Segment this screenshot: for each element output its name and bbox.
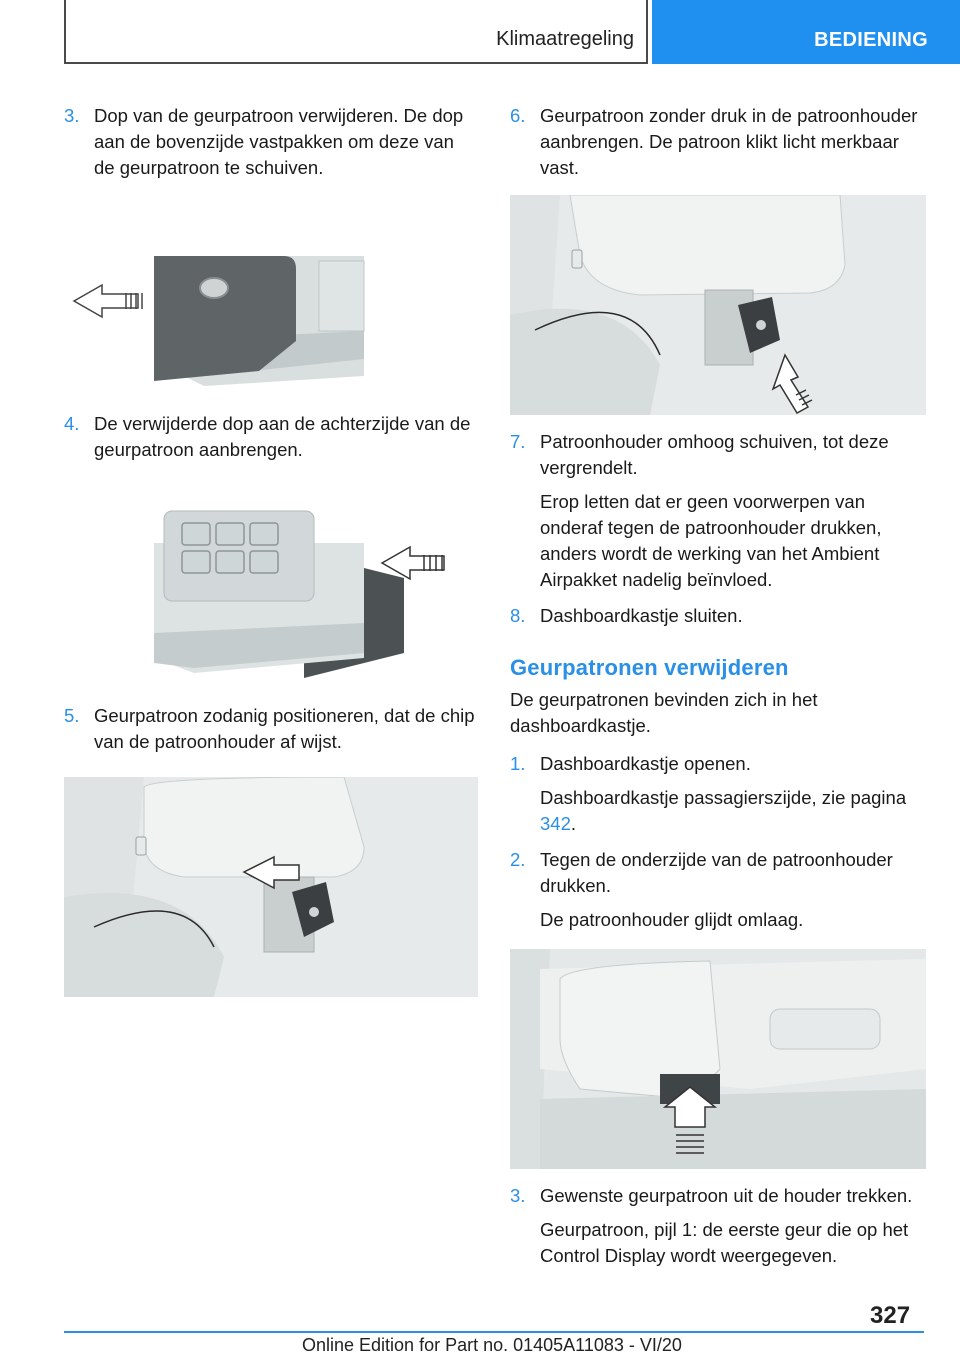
step-number: 3. [510, 1185, 526, 1206]
step-number: 5. [64, 705, 80, 726]
step-text: Gewenste geurpatroon uit de houder trekken. [540, 1185, 913, 1206]
figure-remove-cap [64, 181, 478, 411]
step-4 [64, 411, 478, 463]
header-chapter-title: BEDIENING [814, 29, 928, 51]
header-section-title: Klimaatregeling [496, 28, 634, 50]
header-chapter-tab [652, 0, 960, 64]
left-column [64, 103, 478, 997]
step-8 [510, 603, 926, 629]
section-title: Geurpatronen verwijderen [510, 655, 789, 680]
figure-press-holder [510, 949, 926, 1169]
step-3 [64, 103, 478, 181]
header-section-box [64, 0, 648, 64]
footer-divider [64, 1331, 924, 1333]
step-note: Geurpatroon, pijl 1: de eerste geur die op het Control Display wordt weergegeven. [540, 1219, 909, 1266]
step-6 [510, 103, 926, 181]
step-note: Erop letten dat er geen voorwerpen van onderaf tegen de patroonhouder drukken, anders wordt de werking van het Ambient Airpakket nadelig beïnvloed. [540, 491, 882, 590]
step-text: Patroonhouder omhoog schuiven, tot deze vergrendelt. [540, 431, 889, 478]
step-number: 1. [510, 753, 526, 774]
step-note [540, 785, 926, 837]
footer-edition: Online Edition for Part no. 01405A11083 - VI/20 [302, 1335, 682, 1355]
removal-step-3 [510, 1183, 926, 1269]
figure-attach-cap [64, 463, 478, 703]
step-text: Geurpatroon zodanig positioneren, dat de chip van de patroonhouder af wijst. [94, 705, 475, 752]
right-column [510, 103, 926, 1269]
removal-step-1 [510, 751, 926, 837]
step-number: 3. [64, 105, 80, 126]
step-number: 8. [510, 605, 526, 626]
step-7 [510, 429, 926, 593]
note-text: Dashboardkastje passagierszijde, zie pagina [540, 787, 907, 808]
step-number: 7. [510, 431, 526, 452]
page-number: 327 [870, 1302, 911, 1329]
step-5 [64, 703, 478, 755]
step-text: Geurpatroon zonder druk in de patroonhouder aanbrengen. De patroon klikt licht merkbaar vast. [540, 105, 918, 178]
page-link[interactable]: 342 [540, 813, 571, 834]
step-text: Dop van de geurpatroon verwijderen. De dop aan de bovenzijde vastpakken om deze van de geurpatroon te schuiven. [94, 105, 464, 178]
step-number: 4. [64, 413, 80, 434]
step-text: De verwijderde dop aan de achterzijde van de geurpatroon aanbrengen. [94, 413, 471, 460]
step-number: 2. [510, 849, 526, 870]
step-number: 6. [510, 105, 526, 126]
removal-step-2 [510, 847, 926, 933]
figure-position-cartridge [64, 777, 478, 997]
note-suffix: . [570, 813, 577, 834]
step-text: Dashboardkastje openen. [540, 753, 751, 774]
step-text: Dashboardkastje sluiten. [540, 605, 743, 626]
step-text: Tegen de onderzijde van de patroonhouder drukken. [540, 849, 893, 896]
step-note: De patroonhouder glijdt omlaag. [540, 909, 804, 930]
section-intro: De geurpatronen bevinden zich in het dashboardkastje. [510, 689, 818, 736]
figure-insert-cartridge [510, 195, 926, 415]
